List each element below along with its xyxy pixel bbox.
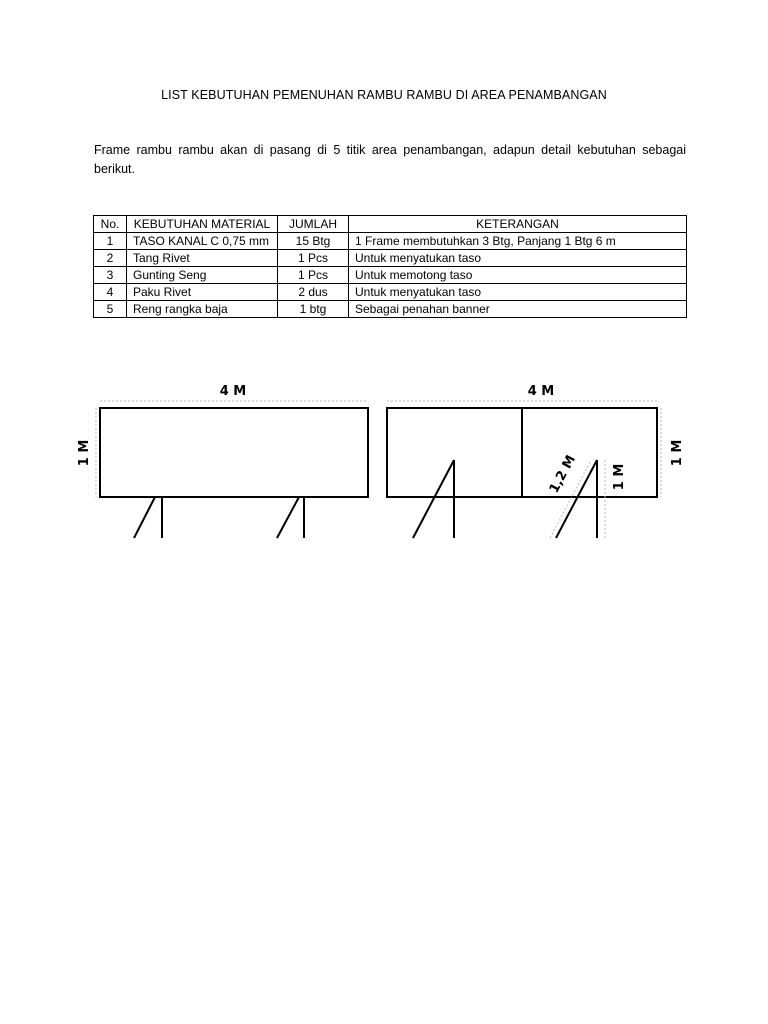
header-note: KETERANGAN bbox=[349, 216, 687, 233]
table-header-row bbox=[94, 216, 687, 233]
row-note: 1 Frame membutuhkan 3 Btg, Panjang 1 Btg 6 m bbox=[349, 233, 687, 250]
row-no: 5 bbox=[94, 301, 127, 318]
table-row bbox=[94, 250, 687, 267]
document-title: LIST KEBUTUHAN PEMENUHAN RAMBU RAMBU DI AREA PENAMBANGAN bbox=[161, 88, 607, 102]
row-qty: 1 Pcs bbox=[278, 267, 349, 284]
row-material: TASO KANAL C 0,75 mm bbox=[127, 233, 278, 250]
row-qty: 1 Pcs bbox=[278, 250, 349, 267]
row-no: 1 bbox=[94, 233, 127, 250]
header-no: No. bbox=[94, 216, 127, 233]
left-brace-2 bbox=[277, 497, 299, 538]
left-frame bbox=[77, 384, 368, 538]
row-note: Untuk menyatukan taso bbox=[349, 250, 687, 267]
header-qty: JUMLAH bbox=[278, 216, 349, 233]
row-material: Paku Rivet bbox=[127, 284, 278, 301]
row-material: Reng rangka baja bbox=[127, 301, 278, 318]
row-note: Untuk menyatukan taso bbox=[349, 284, 687, 301]
row-note: Sebagai penahan banner bbox=[349, 301, 687, 318]
left-brace-1 bbox=[134, 497, 155, 538]
table-row bbox=[94, 267, 687, 284]
leg-length-label: 1 M bbox=[612, 463, 627, 491]
header-material: KEBUTUHAN MATERIAL bbox=[127, 216, 278, 233]
table-row bbox=[94, 301, 687, 318]
left-height-label: 1 M bbox=[77, 439, 92, 467]
table-row bbox=[94, 233, 687, 250]
row-note: Untuk memotong taso bbox=[349, 267, 687, 284]
row-no: 3 bbox=[94, 267, 127, 284]
row-no: 2 bbox=[94, 250, 127, 267]
left-width-label: 4 M bbox=[219, 384, 247, 399]
intro-paragraph: Frame rambu rambu akan di pasang di 5 titik area penambangan, adapun detail kebutuhan sebagai berikut. bbox=[94, 143, 686, 176]
left-frame-rect bbox=[100, 408, 368, 497]
row-no: 4 bbox=[94, 284, 127, 301]
row-qty: 1 btg bbox=[278, 301, 349, 318]
material-table bbox=[93, 215, 687, 318]
front-brace bbox=[413, 460, 454, 538]
table-row bbox=[94, 284, 687, 301]
row-material: Tang Rivet bbox=[127, 250, 278, 267]
row-material: Gunting Seng bbox=[127, 267, 278, 284]
brace-length-label: 1,2 M bbox=[546, 452, 580, 496]
frame-drawing bbox=[0, 370, 768, 550]
right-width-label: 4 M bbox=[527, 384, 555, 399]
row-qty: 15 Btg bbox=[278, 233, 349, 250]
right-frame bbox=[387, 384, 685, 540]
row-qty: 2 dus bbox=[278, 284, 349, 301]
right-height-label: 1 M bbox=[670, 439, 685, 467]
